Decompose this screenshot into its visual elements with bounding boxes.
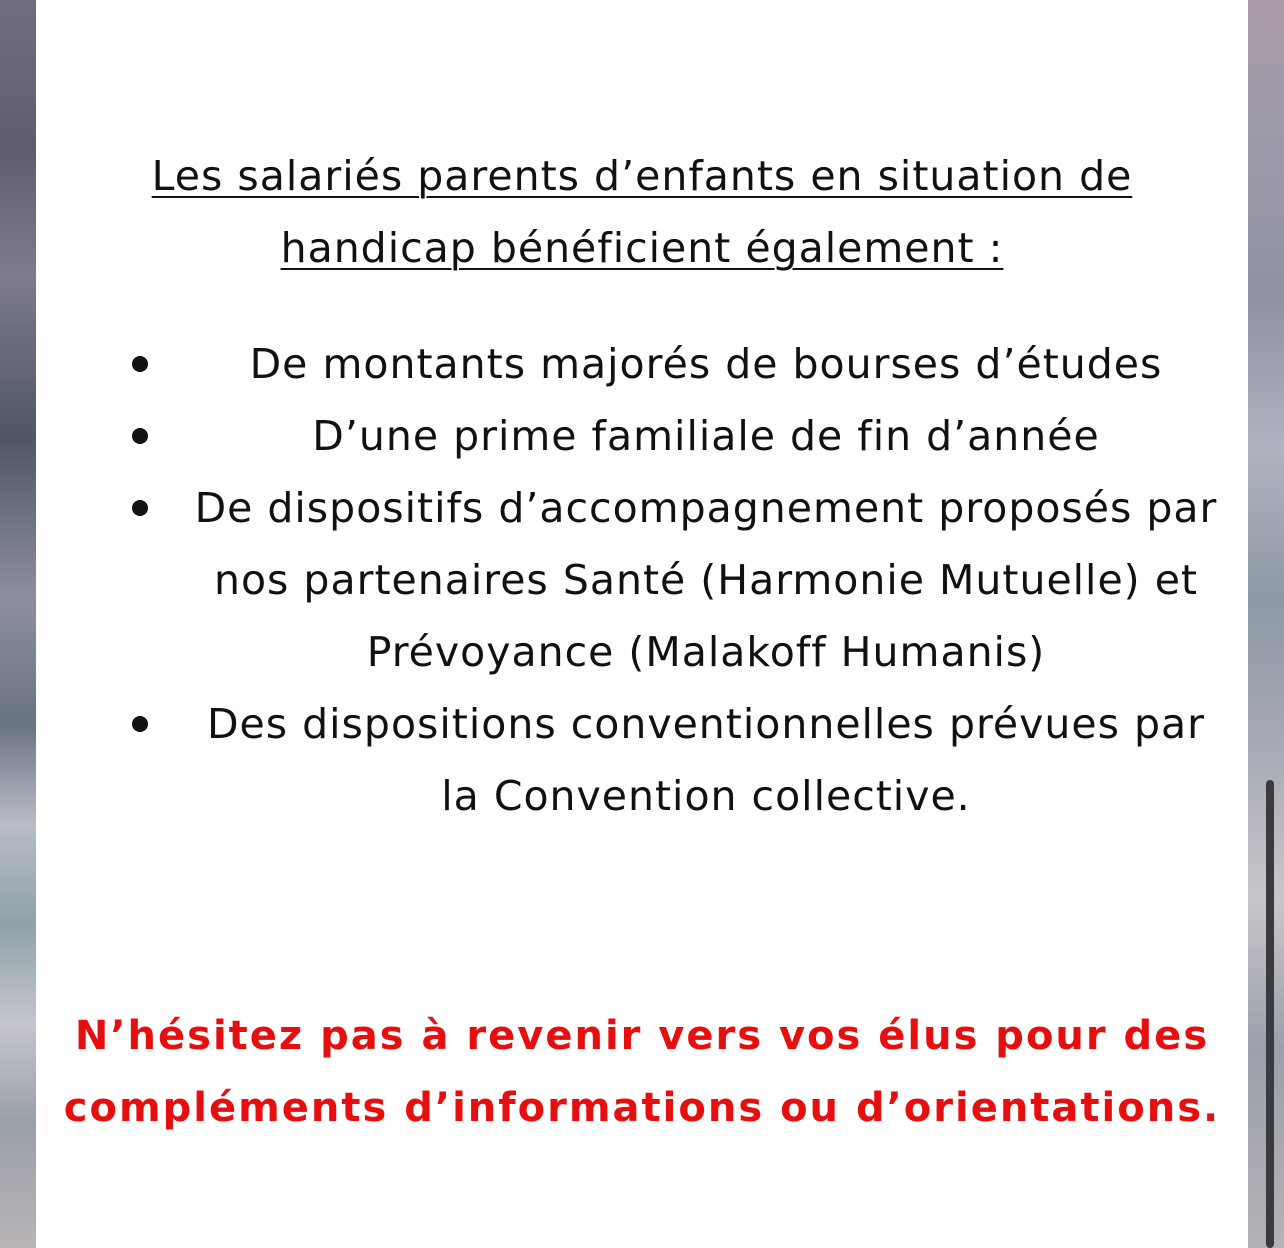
list-item <box>36 400 1248 472</box>
list-item-text: Des dispositions conventionnelles prévues par la Convention collective. <box>206 700 1206 820</box>
heading-line-1: Les salariés parents d’enfants en situation de <box>151 152 1133 200</box>
contact-elected-reps-message <box>36 1000 1248 1144</box>
list-item-text: De montants majorés de bourses d’études <box>249 340 1163 388</box>
list-item <box>36 472 1248 688</box>
background-photo-left <box>0 0 36 1248</box>
scrollbar-thumb[interactable] <box>1266 780 1274 1248</box>
list-item-text: D’une prime familiale de fin d’année <box>312 412 1100 460</box>
bullet-icon <box>132 356 148 372</box>
bullet-icon <box>132 500 148 516</box>
list-item <box>36 688 1248 832</box>
list-item-text: De dispositifs d’accompagnement proposés par nos partenaires Santé (Harmonie Mutuelle) et Prévoyance (Malakoff Humanis) <box>194 484 1218 676</box>
bullet-icon <box>132 716 148 732</box>
bullet-icon <box>132 428 148 444</box>
list-item <box>36 328 1248 400</box>
content-panel <box>36 0 1248 1248</box>
heading-line-2: handicap bénéficient également : <box>280 224 1004 272</box>
cta-line-1: N’hésitez pas à revenir vers vos élus pour des <box>74 1013 1210 1059</box>
benefits-list <box>36 328 1248 832</box>
section-heading <box>36 140 1248 284</box>
cta-line-2: compléments d’informations ou d’orientations. <box>63 1085 1221 1131</box>
